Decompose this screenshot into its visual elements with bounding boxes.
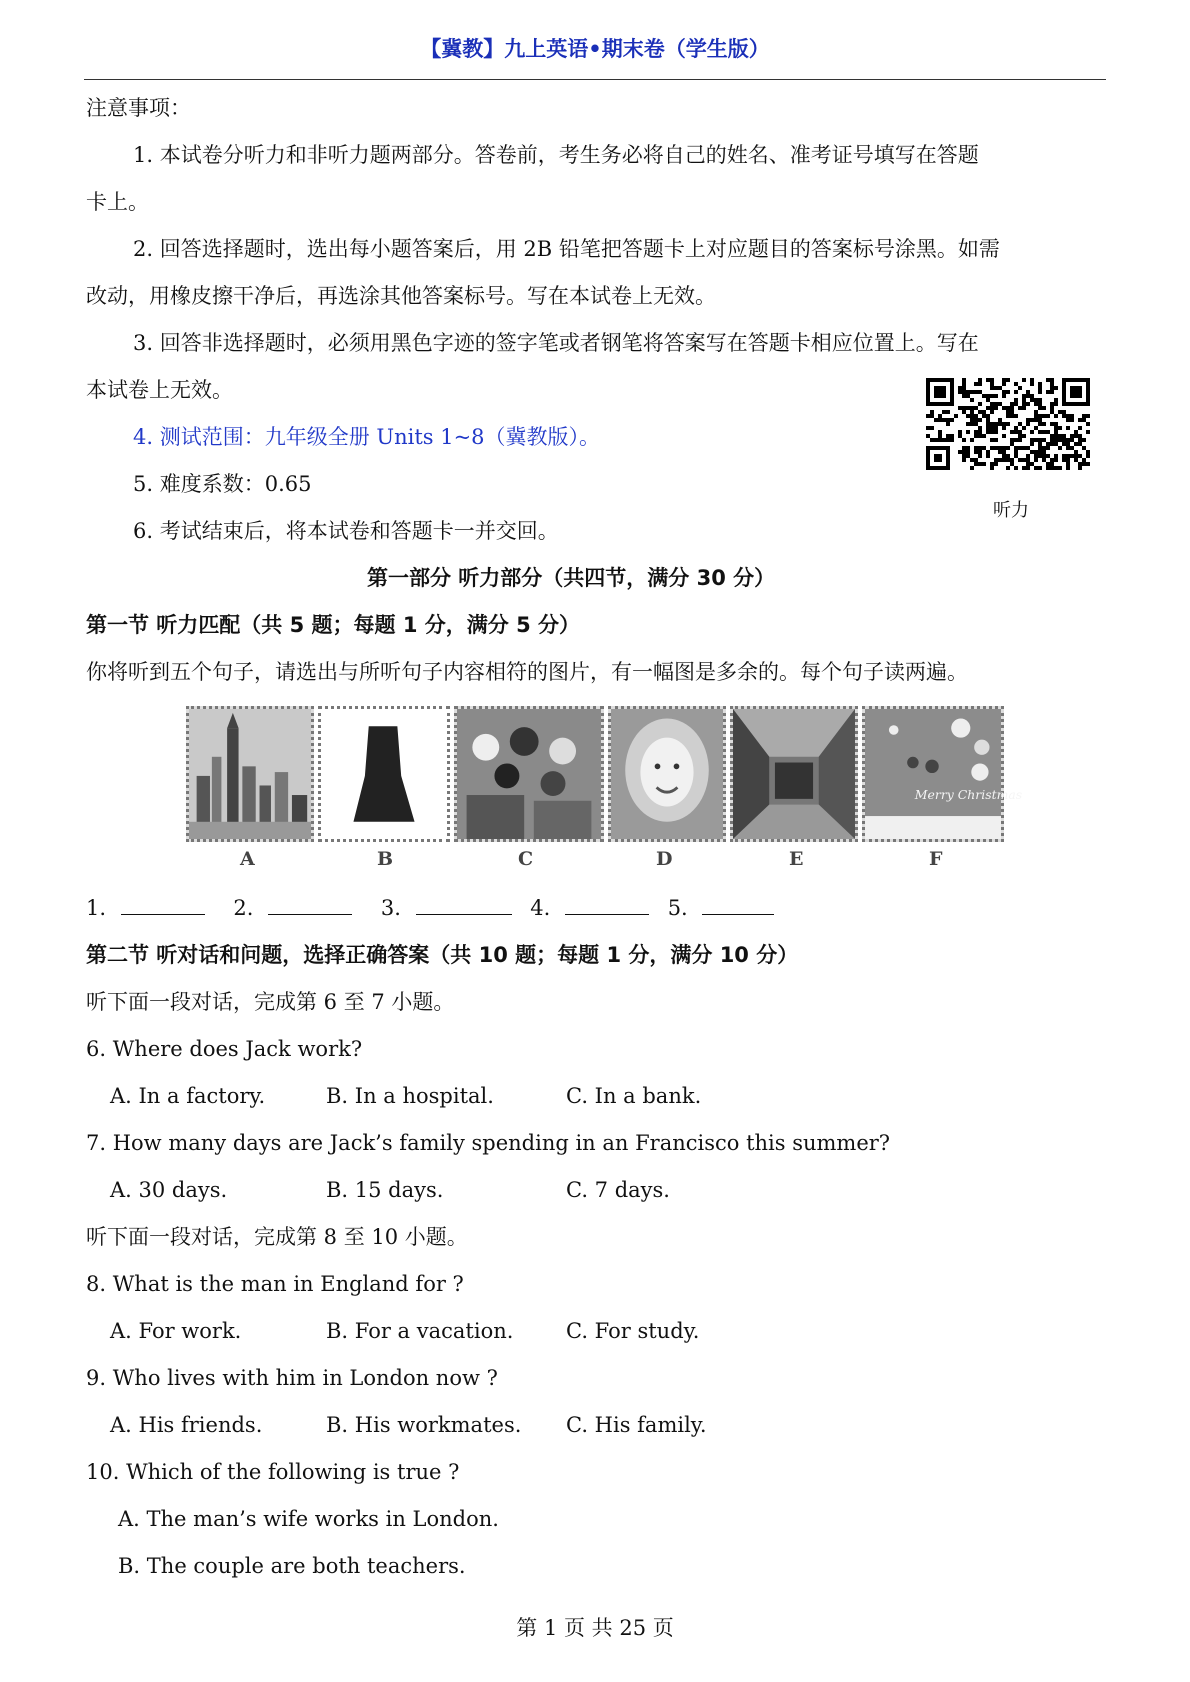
notice-title: 注意事项： <box>86 96 191 120</box>
answer-blank-4[interactable] <box>565 894 649 915</box>
question-9-option-a: A. His friends. <box>110 1413 263 1437</box>
answer-blank-5[interactable] <box>702 894 774 915</box>
notice-item-4: 4. 测试范围：九年级全册 Units 1~8（冀教版）。 <box>133 425 601 449</box>
notice-item-3: 3. 回答非选择题时，必须用黑色字迹的签字笔或者钢笔将答案写在答题卡相应位置上。写在 <box>133 331 979 355</box>
question-8: 8. What is the man in England for ? <box>86 1272 464 1296</box>
blank-number-1: 1. <box>86 896 107 920</box>
header-divider <box>84 79 1106 80</box>
notice-item-1: 1. 本试卷分听力和非听力题两部分。答卷前，考生务必将自己的姓名、准考证号填写在答题 <box>133 143 979 167</box>
picture-label-b: B <box>377 848 394 870</box>
notice-item-5: 5. 难度系数：0.65 <box>133 472 312 496</box>
question-6-option-c: C. In a bank. <box>566 1084 702 1108</box>
question-7-option-b: B. 15 days. <box>326 1178 444 1202</box>
christmas-card-text: Merry Christmas <box>914 786 1023 802</box>
picture-label-e: E <box>789 848 804 870</box>
question-10-option-a: A. The man’s wife works in London. <box>118 1507 499 1531</box>
question-8-option-b: B. For a vacation. <box>326 1319 514 1343</box>
picture-label-a: A <box>240 848 255 870</box>
blank-number-2: 2. <box>233 896 254 920</box>
blank-number-3: 3. <box>380 896 401 920</box>
notice-item-1-cont: 卡上。 <box>86 190 149 214</box>
section2-intro-1: 听下面一段对话，完成第 6 至 7 小题。 <box>86 990 455 1014</box>
answer-blanks-row <box>86 894 774 922</box>
question-7: 7. How many days are Jack’s family spending in an Francisco this summer? <box>86 1131 891 1155</box>
question-10: 10. Which of the following is true ? <box>86 1460 460 1484</box>
picture-a-city-skyline <box>186 706 314 842</box>
part1-title: 第一部分 听力部分（共四节，满分 30 分） <box>367 566 776 590</box>
picture-f-christmas-card <box>862 706 1023 842</box>
notice-item-2-cont: 改动，用橡皮擦干净后，再选涂其他答案标号。写在本试卷上无效。 <box>86 284 716 308</box>
answer-blank-2[interactable] <box>268 894 352 915</box>
question-7-option-a: A. 30 days. <box>110 1178 228 1202</box>
blank-number-5: 5. <box>667 896 688 920</box>
question-6-option-a: A. In a factory. <box>110 1084 266 1108</box>
question-9-option-b: B. His workmates. <box>326 1413 522 1437</box>
question-6: 6. Where does Jack work? <box>86 1037 363 1061</box>
notice-item-2: 2. 回答选择题时，选出每小题答案后，用 2B 铅笔把答题卡上对应题目的答案标号涂黑。如需 <box>133 237 1000 261</box>
picture-c-people-group <box>454 706 604 842</box>
question-10-option-b: B. The couple are both teachers. <box>118 1554 466 1578</box>
section1-instruction: 你将听到五个句子，请选出与所听句子内容相符的图片，有一幅图是多余的。每个句子读两遍。 <box>86 660 968 684</box>
section1-title: 第一节 听力匹配（共 5 题；每题 1 分，满分 5 分） <box>86 613 581 637</box>
qr-code-label: 听力 <box>993 500 1029 521</box>
question-8-option-a: A. For work. <box>110 1319 242 1343</box>
section2-intro-2: 听下面一段对话，完成第 8 至 10 小题。 <box>86 1225 468 1249</box>
picture-b-skirt <box>318 706 450 842</box>
picture-d-girl-portrait <box>608 706 726 842</box>
question-8-option-c: C. For study. <box>566 1319 700 1343</box>
picture-label-c: C <box>518 848 534 870</box>
answer-blank-3[interactable] <box>416 894 512 915</box>
section2-title: 第二节 听对话和问题，选择正确答案（共 10 题；每题 1 分，满分 10 分） <box>86 943 799 967</box>
answer-blank-1[interactable] <box>121 894 205 915</box>
question-6-option-b: B. In a hospital. <box>326 1084 494 1108</box>
page-header-title: 【冀教】九上英语•期末卷（学生版） <box>420 37 770 61</box>
page-number-footer: 第 1 页 共 25 页 <box>516 1616 674 1640</box>
notice-item-3-cont: 本试卷上无效。 <box>86 378 233 402</box>
question-9: 9. Who lives with him in London now ? <box>86 1366 498 1390</box>
qr-code[interactable] <box>926 378 1090 470</box>
listening-pictures <box>186 706 1023 846</box>
picture-label-f: F <box>929 848 943 870</box>
question-9-option-c: C. His family. <box>566 1413 707 1437</box>
blank-number-4: 4. <box>530 896 551 920</box>
picture-e-supermarket <box>730 706 858 842</box>
notice-item-6: 6. 考试结束后，将本试卷和答题卡一并交回。 <box>133 519 559 543</box>
question-7-option-c: C. 7 days. <box>566 1178 670 1202</box>
picture-label-d: D <box>656 848 673 870</box>
